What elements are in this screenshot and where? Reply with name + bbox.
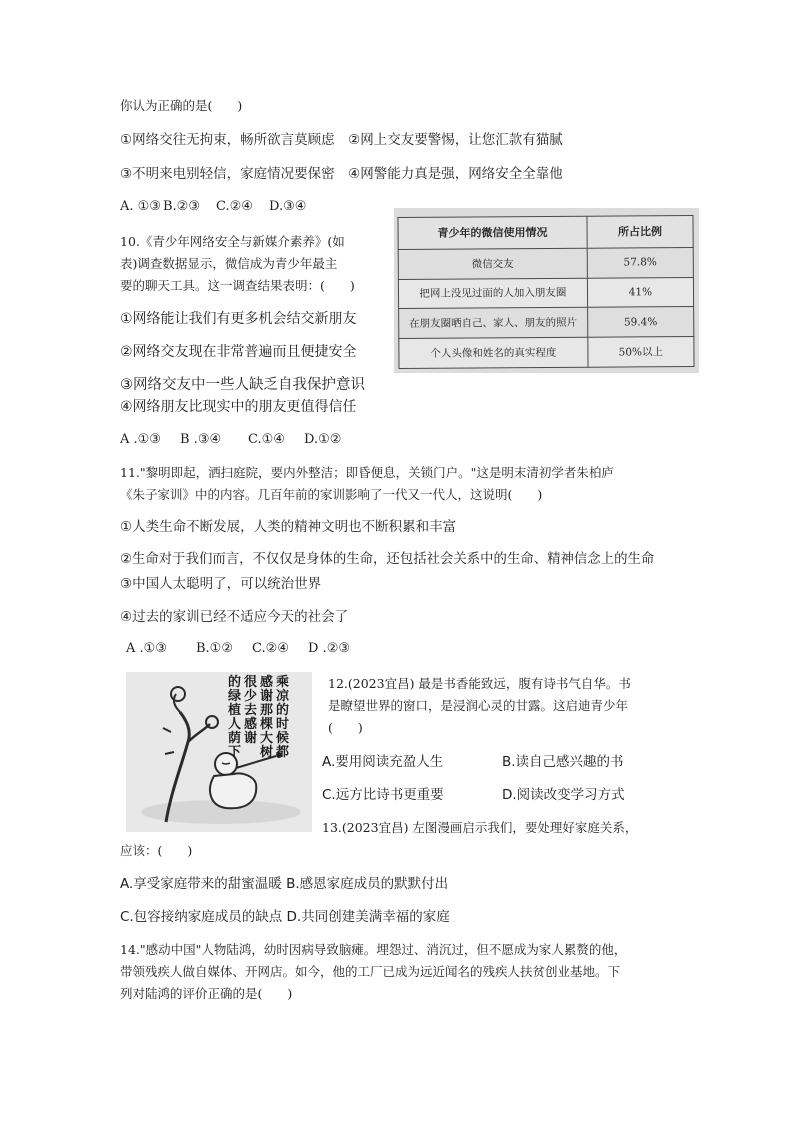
q11-stem-line-2: 《朱子家训》中的内容。几百年前的家训影响了一代又一代人，这说明( ) xyxy=(120,487,543,502)
q9-choice-c: C.②④ xyxy=(216,199,253,214)
q11-choice-d: D .②③ xyxy=(308,641,350,656)
q11-option-2: ②生命对于我们而言，不仅仅是身体的生命，还包括社会关系中的生命、精神信念上的生命 xyxy=(120,552,655,567)
q12-option-c: C.远方比诗书更重要 xyxy=(322,787,444,803)
q11-option-4: ④过去的家训已经不适应今天的社会了 xyxy=(120,609,349,625)
q13-option-c: C.包容接纳家庭成员的缺点 xyxy=(120,909,283,925)
q11-choices xyxy=(126,641,350,656)
table-cell-ratio: 41% xyxy=(587,277,693,308)
q10-stem-line-1: 10.《青少年网络安全与新媒介素养》(如 xyxy=(120,234,345,249)
table-header-usage: 青少年的微信使用情况 xyxy=(398,216,587,249)
table-cell-item: 把网上没见过面的人加入朋友圈 xyxy=(398,278,587,309)
q12-option-d: D.阅读改变学习方式 xyxy=(502,787,625,803)
q9-options-line-1 xyxy=(120,131,563,149)
survey-table xyxy=(397,215,694,369)
table-row xyxy=(398,277,693,309)
q10-choice-d: D.①② xyxy=(304,432,342,447)
q10-stem-line-3: 要的聊天工具。这一调查结果表明：( ) xyxy=(120,278,355,293)
table-cell-ratio: 50%以上 xyxy=(588,337,694,368)
cartoon-caption-col-2: 感谢那棵大树 xyxy=(260,675,274,760)
q11-choice-c: C.②④ xyxy=(252,641,289,656)
q13-options-line-2 xyxy=(120,908,450,926)
q12-stem-line-1: 12.(2023宜昌) 最是书香能致远，腹有诗书气自华。书 xyxy=(328,676,631,691)
q12-stem-line-3: ( ) xyxy=(328,720,363,735)
q9-choice-a: A. ①③ xyxy=(120,199,161,214)
table-row xyxy=(399,307,694,339)
q11-option-3: ③中国人太聪明了，可以统治世界 xyxy=(120,576,322,592)
table-cell-item: 个人头像和姓名的真实程度 xyxy=(399,337,588,368)
q11-option-1: ①人类生命不断发展，人类的精神文明也不断积累和丰富 xyxy=(120,519,457,535)
q11-stem-line-1: 11."黎明即起，洒扫庭院，要内外整洁；即昏便息，关锁门户。"这是明末清初学者朱柏庐 xyxy=(120,465,614,480)
cartoon-caption-col-3: 很少去感谢 xyxy=(244,675,258,746)
q11-choice-a: A .①③ xyxy=(126,641,167,656)
q13-stem-line-1: 13.(2023宜昌) 左图漫画启示我们，要处理好家庭关系， xyxy=(322,820,638,835)
q12-option-b: B.读自己感兴趣的书 xyxy=(502,754,624,770)
q14-stem-line-3: 列对陆鸿的评价正确的是( ) xyxy=(120,986,293,1001)
q9-options-line-2 xyxy=(120,165,563,183)
q14-stem-line-2: 带领残疾人做自媒体、开网店。如今，他的工厂已成为远近闻名的残疾人扶贫创业基地。下 xyxy=(120,964,621,979)
q13-option-b: B.感恩家庭成员的默默付出 xyxy=(286,876,449,892)
q12-option-a: A.要用阅读充盈人生 xyxy=(322,754,444,770)
q13-stem-line-2: 应该：( ) xyxy=(120,843,193,858)
q9-choice-d: D.③④ xyxy=(269,199,307,214)
q9-option-1: ①网络交往无拘束，畅所欲言莫顾虑 xyxy=(120,132,335,148)
q10-choice-b: B .③④ xyxy=(180,432,222,447)
q10-stem-line-2: 表)调查数据显示，微信成为青少年最主 xyxy=(120,256,338,271)
q12-stem-line-2: 是瞭望世界的窗口，是浸润心灵的甘露。这启迪青少年 xyxy=(328,698,629,713)
q9-choices xyxy=(120,199,306,214)
q10-choice-c: C.①④ xyxy=(248,432,285,447)
table-cell-item: 微信交友 xyxy=(398,248,587,279)
q10-choice-a: A .①③ xyxy=(120,432,161,447)
q10-option-2: ②网络交友现在非常普遍而且便捷安全 xyxy=(120,344,357,360)
q9-option-2: ②网上交友要警惕，让您汇款有猫腻 xyxy=(348,132,563,148)
table-header-row xyxy=(398,215,693,249)
q9-option-3: ③不明来电别轻信，家庭情况要保密 xyxy=(120,166,335,182)
q10-option-4: ④网络朋友比现实中的朋友更值得信任 xyxy=(120,399,357,415)
cartoon-caption-col-4: 的绿植人荫下 xyxy=(228,675,242,760)
q9-choice-b: B.②③ xyxy=(163,199,200,214)
q14-stem-line-1: 14."感动中国"人物陆鸿，幼时因病导致脑瘫。埋怨过、消沉过，但不愿成为家人累赘的他， xyxy=(120,942,627,957)
table-row xyxy=(398,247,693,279)
q10-option-3: ③网络交友中一些人缺乏自我保护意识 xyxy=(120,377,365,393)
table-row xyxy=(399,337,694,369)
q9-option-4: ④网警能力真是强，网络安全全靠他 xyxy=(348,166,563,182)
table-header-ratio: 所占比例 xyxy=(587,215,693,247)
q13-option-a: A.享受家庭带来的甜蜜温暖 xyxy=(120,876,282,892)
q11-choice-b: B.①② xyxy=(196,641,233,656)
q13-option-d: D.共同创建美满幸福的家庭 xyxy=(286,909,450,925)
table-cell-ratio: 59.4% xyxy=(587,307,693,338)
q10-option-1: ①网络能让我们有更多机会结交新朋友 xyxy=(120,311,357,327)
cartoon-image xyxy=(126,672,312,832)
q10-choices xyxy=(120,432,341,447)
table-cell-item: 在朋友圈晒自己、家人、朋友的照片 xyxy=(399,308,588,339)
cartoon-caption-col-1: 乘凉的时候都 xyxy=(276,675,290,760)
q13-options-line-1 xyxy=(120,875,448,893)
q9-stem: 你认为正确的是( ) xyxy=(120,98,243,113)
table-cell-ratio: 57.8% xyxy=(587,247,693,278)
survey-table-image xyxy=(394,208,699,373)
